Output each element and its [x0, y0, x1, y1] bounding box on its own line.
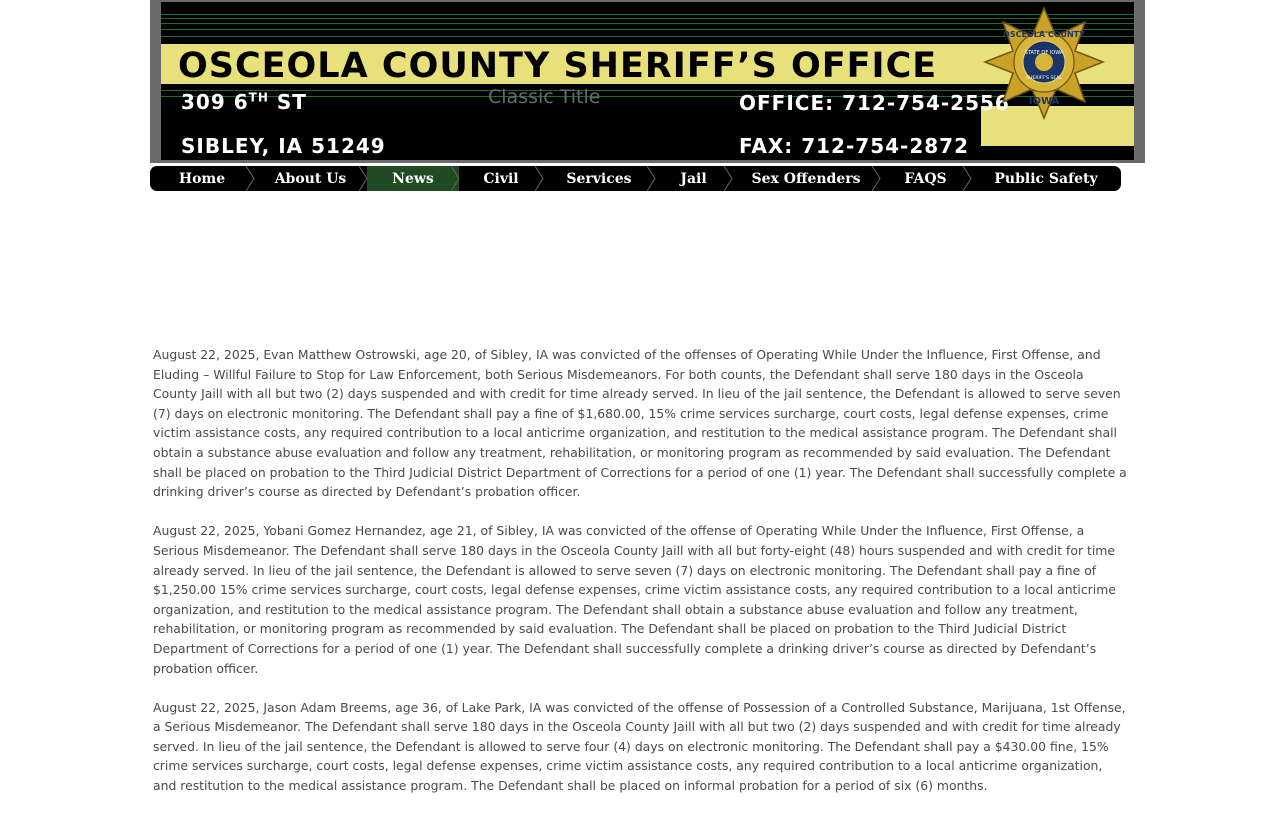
nav-item-about-us[interactable]: [254, 166, 367, 191]
nav-item-home[interactable]: [150, 166, 254, 191]
badge-inner-text: STATE OF IOWA: [1024, 50, 1064, 56]
nav-label: News: [392, 170, 434, 187]
nav-separator-icon: [246, 166, 262, 191]
header-banner: [161, 2, 1134, 160]
site-title: OSCEOLA COUNTY SHERIFF’S OFFICE: [178, 46, 938, 86]
nav-item-jail[interactable]: [655, 166, 732, 191]
badge-top-text: OSCEOLA COUNTY: [1003, 30, 1085, 39]
nav-label: Public Safety: [994, 170, 1098, 187]
nav-label: Sex Offenders: [751, 170, 861, 187]
classic-title: Classic Title: [488, 86, 601, 108]
nav-item-faqs[interactable]: [880, 166, 971, 191]
news-paragraph: August 22, 2025, Evan Matthew Ostrowski, age 20, of Sibley, IA was convicted of the offenses of Operating While Under the Influence, First Offense, and Eluding – Willful Failure to Stop for Law Enforcement, both Serious Misdemeanors. For both counts, the Defendant shall serve 180 days in the Osceola County Jaill with all but two (2) days suspended and with credit for time already served. In lieu of the jail sentence, the Defendant is allowed to serve seven (7) days on electronic monitoring. The Defendant shall pay a fine of $1,680.00, 15% crime services surcharge, court costs, legal defense expenses, crime victim assistance costs, any required contribution to a local anticrime organization, and restitution to the medical assistance program. The Defendant shall obtain a substance abuse evaluation and follow any treatment, rehabilitation, or monitoring program as recommended by said evaluation. The Defendant shall be placed on probation to the Third Judicial District Department of Corrections for a period of one (1) year. The Defendant shall successfully complete a drinking driver’s course as directed by Defendant’s probation officer.: [153, 347, 1127, 500]
news-content: [153, 345, 1128, 815]
news-paragraph: August 22, 2025, Yobani Gomez Hernandez, age 21, of Sibley, IA was convicted of the offense of Operating While Under the Influence, First Offense, a Serious Misdemeanor. The Defendant shall serve 180 days in the Osceola County Jaill with all but forty-eight (48) hours suspended and with credit for time already served. In lieu of the jail sentence, the Defendant is allowed to serve seven (7) days on electronic monitoring. The Defendant shall pay a fine of $1,250.00 15% crime services surcharge, court costs, legal defense expenses, crime victim assistance costs, any required contribution to a local anticrime organization, and restitution to the medical assistance program. The Defendant shall obtain a substance abuse evaluation and follow any treatment, rehabilitation, or monitoring program as recommended by said evaluation. The Defendant shall be placed on probation to the Third Judicial District Department of Corrections for a period of one (1) year. The Defendant shall successfully complete a drinking driver’s course as directed by Defendant’s probation officer.: [153, 523, 1116, 676]
site-header: [150, 0, 1145, 163]
nav-separator-icon: [872, 166, 888, 191]
nav-item-sex-offenders[interactable]: [732, 166, 880, 191]
news-paragraph: August 22, 2025, Jason Adam Breems, age 36, of Lake Park, IA was convicted of the offense of Possession of a Controlled Substance, Marijuana, 1st Offense, a Serious Misdemeanor. The Defendant shall serve 180 days in the Osceola County Jaill with all but two (2) days suspended and with credit for time already served. In lieu of the jail sentence, the Defendant is allowed to serve four (4) days on electronic monitoring. The Defendant shall pay a $430.00 fine, 15% crime services surcharge, court costs, legal defense expenses, crime victim assistance costs, any required contribution to a local anticrime organization, and restitution to the medical assistance program. The Defendant shall be placed on informal probation for a period of six (6) months.: [153, 699, 1126, 794]
nav-separator-icon: [724, 166, 740, 191]
nav-separator-icon: [963, 166, 979, 191]
badge-bottom-text: IOWA: [1028, 96, 1060, 107]
address-line1: 309 6TH ST: [181, 90, 307, 114]
badge-seal-text: SHERIFF'S SEAL: [1026, 76, 1062, 81]
nav-item-services[interactable]: [543, 166, 655, 191]
nav-label: Jail: [680, 170, 707, 187]
nav-label: FAQS: [904, 170, 947, 187]
nav-label: Home: [178, 170, 226, 187]
fax-number: FAX: 712-754-2872: [739, 134, 969, 158]
nav-separator-icon: [647, 166, 663, 191]
nav-separator-icon: [359, 166, 375, 191]
nav-item-civil[interactable]: [459, 166, 543, 191]
main-nav: [150, 166, 1121, 191]
nav-separator-icon: [535, 166, 551, 191]
nav-item-public-safety[interactable]: [971, 166, 1121, 191]
office-phone: OFFICE: 712-754-2556: [739, 91, 1010, 115]
nav-item-news[interactable]: [367, 166, 459, 191]
nav-label: Services: [566, 170, 632, 187]
nav-label: About Us: [274, 170, 347, 187]
nav-label: Civil: [483, 170, 519, 187]
address-line2: SIBLEY, IA 51249: [181, 134, 386, 158]
nav-separator-icon: [451, 166, 467, 191]
sheriff-badge-icon: [981, 6, 1107, 126]
